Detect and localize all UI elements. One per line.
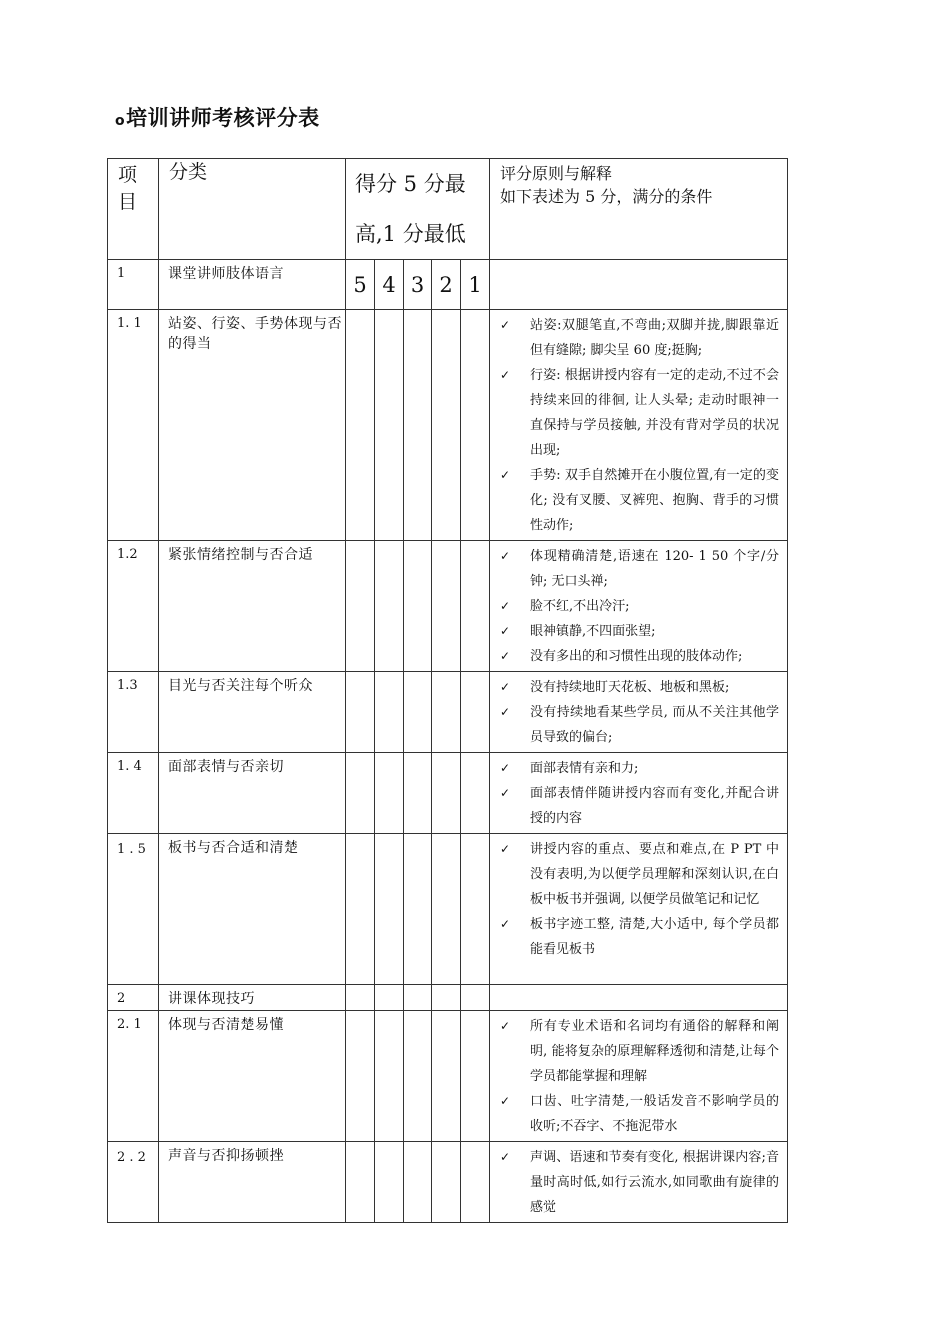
score-cell xyxy=(461,1011,490,1142)
header-criteria-subtitle: 如下表述为 5 分，满分的条件 xyxy=(500,187,713,206)
row-id-text: 1 . 5 xyxy=(117,842,146,857)
criteria-text: 讲授内容的重点、要点和难点,在 P PT 中没有表明,为以便学员理解和深刻认识,在白板中板书并强调, 以便学员做笔记和记忆 xyxy=(530,842,780,907)
criteria-text: 口齿、吐字清楚,一般话发音不影响学员的收听;不吞字、不拖泥带水 xyxy=(530,1094,780,1134)
header-item: 项目 xyxy=(108,159,159,260)
checkmark-icon: ✓ xyxy=(500,761,511,775)
title-text: 培训讲师考核评分表 xyxy=(126,106,320,130)
row-criteria xyxy=(490,985,788,1011)
table-row xyxy=(108,260,788,310)
score-cell xyxy=(404,672,432,753)
checkmark-icon: ✓ xyxy=(500,680,511,694)
row-id xyxy=(108,260,159,310)
row-criteria xyxy=(490,541,788,672)
criteria-text: 没有持续地看某些学员, 而从不关注其他学员导致的偏台; xyxy=(530,705,780,745)
row-id-text: 2 . 2 xyxy=(117,1150,146,1165)
criteria-item xyxy=(498,1089,779,1139)
checkmark-icon: ✓ xyxy=(500,1094,511,1108)
row-category: 声音与否抑扬顿挫 xyxy=(159,1142,346,1223)
table-row xyxy=(108,834,788,985)
row-id xyxy=(108,834,159,985)
row-id xyxy=(108,1142,159,1223)
score-cell xyxy=(346,310,375,541)
criteria-text: 站姿:双腿笔直,不弯曲;双脚并拢,脚跟靠近但有缝隙; 脚尖呈 60 度;挺胸; xyxy=(530,318,780,358)
criteria-item xyxy=(498,781,779,831)
criteria-item xyxy=(498,756,779,781)
score-cell xyxy=(375,985,404,1011)
criteria-text: 板书字迹工整, 清楚,大小适中, 每个学员都能看见板书 xyxy=(530,917,780,957)
score-cell xyxy=(404,753,432,834)
score-cell xyxy=(432,1011,461,1142)
row-category: 板书与否合适和清楚 xyxy=(159,834,346,985)
row-category: 站姿、行姿、手势体现与否的得当 xyxy=(159,310,346,541)
checkmark-icon: ✓ xyxy=(500,599,511,613)
row-id xyxy=(108,985,159,1011)
row-id-text: 1. 4 xyxy=(117,759,142,774)
row-criteria xyxy=(490,1011,788,1142)
score-cell xyxy=(461,541,490,672)
header-criteria xyxy=(490,159,788,260)
row-id-text: 1. 1 xyxy=(117,316,142,331)
table-row xyxy=(108,672,788,753)
row-id-text: 2. 1 xyxy=(117,1017,142,1032)
score-cell xyxy=(346,834,375,985)
table-row xyxy=(108,1011,788,1142)
checkmark-icon: ✓ xyxy=(500,786,511,800)
score-cell xyxy=(461,672,490,753)
row-category: 目光与否关注每个听众 xyxy=(159,672,346,753)
criteria-item xyxy=(498,675,779,700)
criteria-item xyxy=(498,1145,779,1220)
checkmark-icon: ✓ xyxy=(500,1150,511,1164)
score-scale-label: 1 xyxy=(461,260,490,310)
checkmark-icon: ✓ xyxy=(500,649,511,663)
evaluation-table xyxy=(107,158,788,1223)
score-cell xyxy=(375,1011,404,1142)
row-category: 体现与否清楚易懂 xyxy=(159,1011,346,1142)
criteria-text: 声调、语速和节奏有变化, 根据讲课内容;音量时高时低,如行云流水,如同歌曲有旋律的感觉 xyxy=(530,1150,780,1215)
criteria-text: 手势: 双手自然摊开在小腹位置,有一定的变化; 没有叉腰、叉裤兜、抱胸、背手的习惯性动作; xyxy=(530,468,780,533)
table-row xyxy=(108,1142,788,1223)
checkmark-icon: ✓ xyxy=(500,624,511,638)
table-row xyxy=(108,310,788,541)
score-scale-label: 2 xyxy=(432,260,461,310)
row-criteria xyxy=(490,672,788,753)
row-criteria xyxy=(490,310,788,541)
score-cell xyxy=(375,541,404,672)
row-id xyxy=(108,672,159,753)
row-category: 面部表情与否亲切 xyxy=(159,753,346,834)
score-cell xyxy=(404,541,432,672)
criteria-item xyxy=(498,700,779,750)
checkmark-icon: ✓ xyxy=(500,368,511,382)
criteria-item xyxy=(498,363,779,463)
score-cell xyxy=(375,834,404,985)
criteria-item xyxy=(498,544,779,594)
criteria-text: 没有持续地盯天花板、地板和黑板; xyxy=(530,680,730,695)
criteria-text: 面部表情有亲和力; xyxy=(530,761,639,776)
checkmark-icon: ✓ xyxy=(500,468,511,482)
score-cell xyxy=(432,310,461,541)
score-cell xyxy=(432,541,461,672)
checkmark-icon: ✓ xyxy=(500,705,511,719)
criteria-item xyxy=(498,837,779,912)
score-cell xyxy=(461,1142,490,1223)
score-cell xyxy=(346,541,375,672)
table-row xyxy=(108,985,788,1011)
checkmark-icon: ✓ xyxy=(500,318,511,332)
score-scale-label: 3 xyxy=(404,260,432,310)
criteria-item xyxy=(498,594,779,619)
score-cell xyxy=(404,310,432,541)
score-cell xyxy=(404,834,432,985)
header-row xyxy=(108,159,788,260)
score-cell xyxy=(346,1142,375,1223)
row-id xyxy=(108,541,159,672)
criteria-text: 面部表情伴随讲授内容而有变化,并配合讲授的内容 xyxy=(530,786,780,826)
criteria-text: 没有多出的和习惯性出现的肢体动作; xyxy=(530,649,743,664)
score-cell xyxy=(432,834,461,985)
criteria-item xyxy=(498,619,779,644)
row-category: 紧张情绪控制与否合适 xyxy=(159,541,346,672)
row-criteria xyxy=(490,1142,788,1223)
row-id xyxy=(108,310,159,541)
score-cell xyxy=(375,753,404,834)
score-cell xyxy=(404,1011,432,1142)
criteria-text: 眼神镇静,不四面张望; xyxy=(530,624,656,639)
checkmark-icon: ✓ xyxy=(500,842,511,856)
score-scale-label: 5 xyxy=(346,260,375,310)
checkmark-icon: ✓ xyxy=(500,917,511,931)
score-cell xyxy=(346,672,375,753)
score-cell xyxy=(375,310,404,541)
criteria-item xyxy=(498,644,779,669)
score-scale-label: 4 xyxy=(375,260,404,310)
criteria-item xyxy=(498,912,779,962)
score-cell xyxy=(346,753,375,834)
row-id-text: 1.3 xyxy=(117,678,138,693)
checkmark-icon: ✓ xyxy=(500,549,511,563)
score-cell xyxy=(461,310,490,541)
score-cell xyxy=(404,985,432,1011)
row-category: 讲课体现技巧 xyxy=(159,985,346,1011)
score-cell xyxy=(432,1142,461,1223)
criteria-text: 体现精确清楚,语速在 120- 1 50 个字/分钟; 无口头禅; xyxy=(530,549,780,589)
score-cell xyxy=(461,834,490,985)
score-cell xyxy=(432,985,461,1011)
document-title xyxy=(115,102,320,132)
row-id-text: 1 xyxy=(117,266,126,281)
criteria-item xyxy=(498,1014,779,1089)
table-row xyxy=(108,541,788,672)
criteria-item xyxy=(498,313,779,363)
score-cell xyxy=(432,753,461,834)
row-id xyxy=(108,753,159,834)
header-score: 得分 5 分最高,1 分最低 xyxy=(346,159,490,260)
criteria-text: 行姿: 根据讲授内容有一定的走动,不过不会持续来回的徘徊, 让人头晕; 走动时眼神一直保持与学员接触, 并没有背对学员的状况出现; xyxy=(530,368,780,458)
row-criteria xyxy=(490,753,788,834)
row-id-text: 1.2 xyxy=(117,547,138,562)
criteria-item xyxy=(498,463,779,538)
score-cell xyxy=(346,1011,375,1142)
row-category: 课堂讲师肢体语言 xyxy=(159,260,346,310)
row-criteria xyxy=(490,834,788,985)
row-criteria xyxy=(490,260,788,310)
table-row xyxy=(108,753,788,834)
score-cell xyxy=(461,753,490,834)
score-cell xyxy=(432,672,461,753)
row-id-text: 2 xyxy=(117,991,126,1006)
header-criteria-title: 评分原则与解释 xyxy=(500,164,613,183)
header-category: 分类 xyxy=(159,159,346,260)
score-cell xyxy=(375,1142,404,1223)
criteria-text: 所有专业术语和名词均有通俗的解释和阐明, 能将复杂的原理解释透彻和清楚,让每个学员都能掌握和理解 xyxy=(530,1019,780,1084)
score-cell xyxy=(375,672,404,753)
score-cell xyxy=(461,985,490,1011)
criteria-text: 脸不红,不出冷汗; xyxy=(530,599,630,614)
row-id xyxy=(108,1011,159,1142)
title-bullet: o xyxy=(115,113,126,129)
score-cell xyxy=(346,985,375,1011)
checkmark-icon: ✓ xyxy=(500,1019,511,1033)
score-cell xyxy=(404,1142,432,1223)
